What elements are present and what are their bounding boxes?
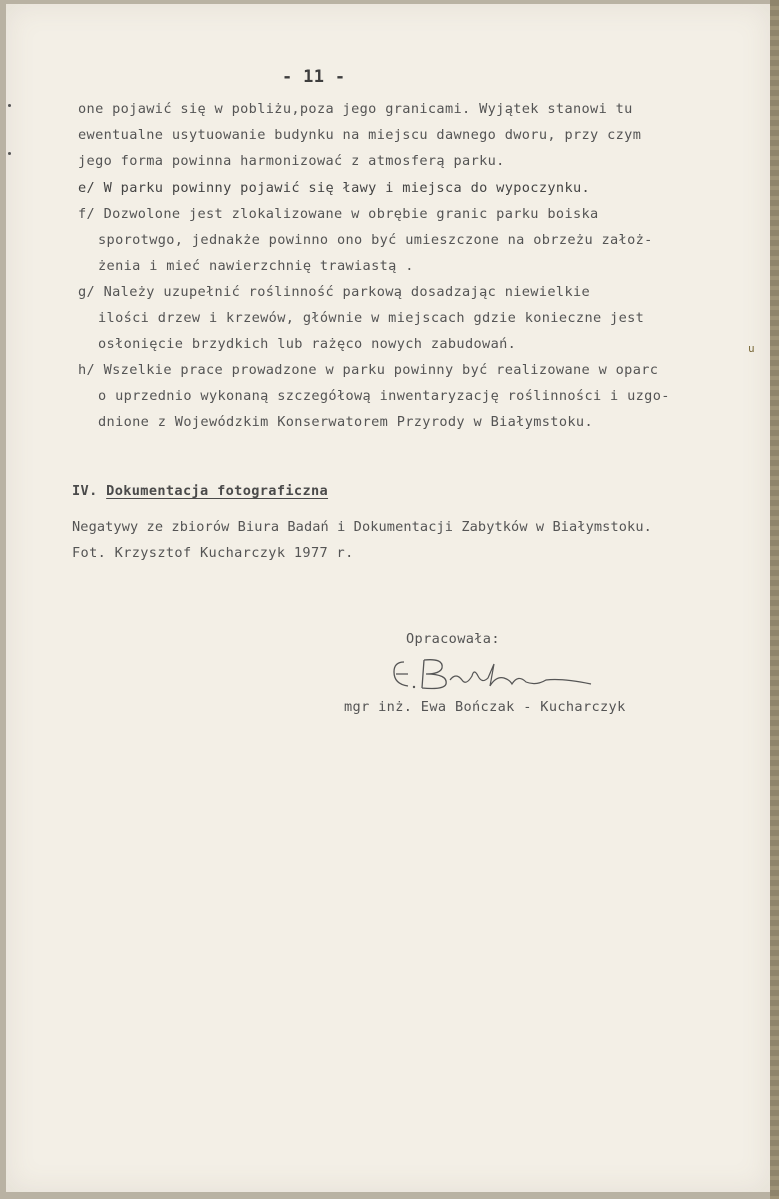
list-item-h: h/ Wszelkie prace prowadzone w parku powinny być realizowane w oparc: [78, 362, 659, 378]
section-heading: [72, 482, 328, 500]
section-title: Dokumentacja fotograficzna: [106, 483, 329, 499]
list-item-e: e/ W parku powinny pojawić się ławy i miejsca do wypoczynku.: [78, 180, 591, 196]
text-line: one pojawić się w pobliżu,poza jego granicami. Wyjątek stanowi tu: [78, 101, 633, 117]
text-line: o uprzednio wykonaną szczegółową inwentaryzację roślinności i uzgo-: [98, 388, 670, 404]
section-text-line: Fot. Krzysztof Kucharczyk 1977 r.: [72, 545, 354, 561]
document-page: [6, 4, 770, 1192]
text-line: jego forma powinna harmonizować z atmosferą parku.: [78, 153, 505, 169]
binding-edge: [770, 0, 779, 1199]
section-number: IV.: [72, 483, 98, 499]
page-number: - 11 -: [282, 67, 346, 87]
text-line: ilości drzew i krzewów, głównie w miejscach gdzie konieczne jest: [98, 310, 645, 326]
punch-mark: [8, 152, 11, 155]
author-name: mgr inż. Ewa Bończak - Kucharczyk: [344, 699, 626, 715]
text-line: dnione z Wojewódzkim Konserwatorem Przyrody w Białymstoku.: [98, 414, 593, 430]
text-line: osłonięcie brzydkich lub rażęco nowych zabudowań.: [98, 336, 517, 352]
list-item-g: g/ Należy uzupełnić roślinność parkową dosadzając niewielkie: [78, 284, 591, 300]
punch-mark: [8, 104, 11, 107]
handwritten-signature: [386, 654, 606, 698]
text-line: sporotwgo, jednakże powinno ono być umieszczone na obrzeżu założ-: [98, 232, 653, 248]
section-text-line: Negatywy ze zbiorów Biura Badań i Dokumentacji Zabytków w Białymstoku.: [72, 519, 652, 535]
text-line: ewentualne usytuowanie budynku na miejscu dawnego dworu, przy czym: [78, 127, 642, 143]
text-line: żenia i mieć nawierzchnię trawiastą .: [98, 258, 414, 274]
list-item-f: f/ Dozwolone jest zlokalizowane w obrębie granic parku boiska: [78, 206, 599, 222]
handwritten-margin-note: u: [748, 342, 755, 355]
signature-label: Opracowała:: [406, 631, 500, 647]
